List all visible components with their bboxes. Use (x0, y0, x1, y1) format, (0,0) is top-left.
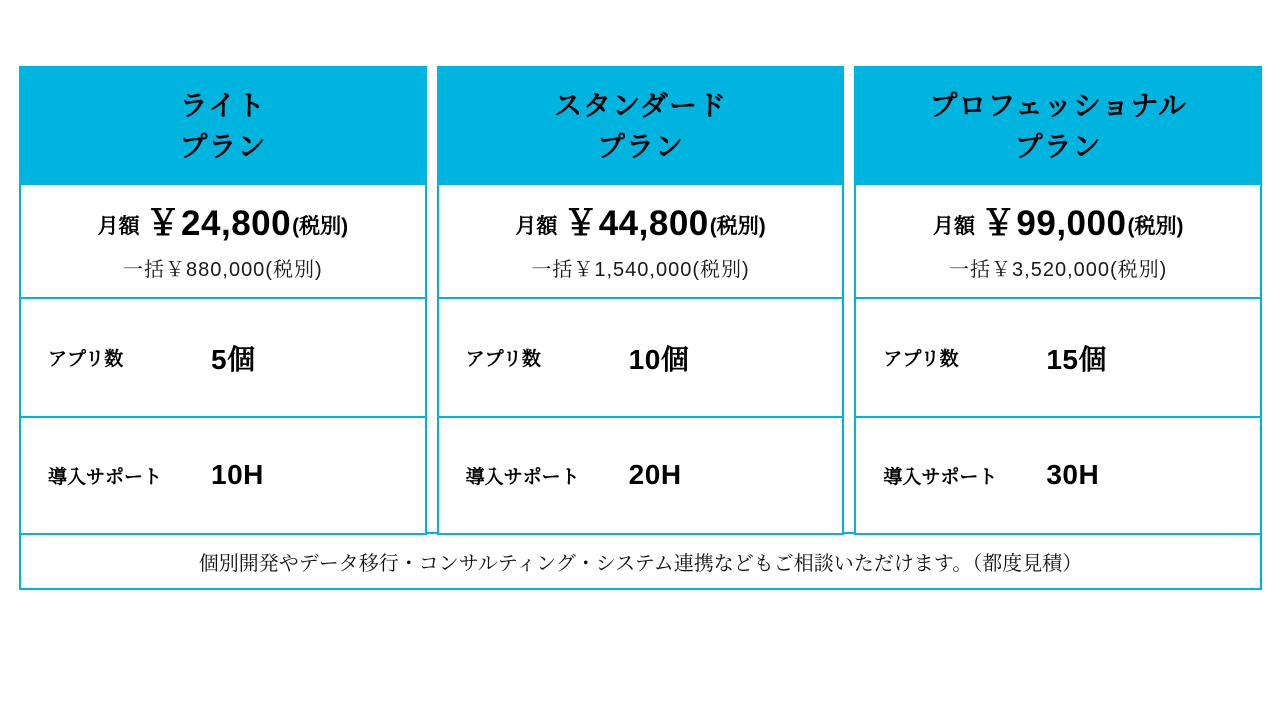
monthly-price-prefix: 月額 (97, 215, 140, 238)
plan-name-line1: スタンダード (554, 89, 727, 121)
plan-name-line1: プロフェッショナル (929, 89, 1187, 121)
plan-column-professional (854, 66, 1262, 535)
feature-label-support: 導入サポート (465, 466, 580, 488)
consultation-note-row (19, 532, 1262, 590)
plan-name-line1: ライト (179, 89, 266, 121)
monthly-price-tax-note: (税別) (709, 215, 766, 238)
feature-value-apps: 5個 (211, 343, 256, 375)
lump-sum-price: 一括￥880,000(税別) (123, 259, 323, 281)
plan-price-light (19, 183, 427, 300)
feature-label-support: 導入サポート (48, 466, 163, 488)
plan-columns (19, 66, 1262, 535)
feature-row-apps (19, 297, 427, 418)
plan-column-light (19, 66, 427, 535)
plan-header-professional (854, 66, 1262, 185)
feature-row-support (437, 416, 845, 535)
plan-name-line2: プラン (179, 130, 267, 162)
lump-sum-price: 一括￥3,520,000(税別) (949, 259, 1168, 281)
feature-row-apps (437, 297, 845, 418)
feature-label-support: 導入サポート (883, 466, 998, 488)
monthly-price-prefix: 月額 (515, 215, 558, 238)
feature-row-apps (854, 297, 1262, 418)
pricing-table (19, 66, 1262, 590)
plan-price-standard (437, 183, 845, 300)
monthly-price-amount: ￥44,800 (563, 204, 709, 243)
feature-label-apps: アプリ数 (48, 349, 124, 370)
consultation-note: 個別開発やデータ移行・コンサルティング・システム連携などもご相談いただけます。（都度見積） (198, 552, 1083, 575)
feature-label-apps: アプリ数 (883, 349, 959, 370)
plan-column-standard (437, 66, 845, 535)
plan-header-light (19, 66, 427, 185)
plan-name-line2: プラン (1014, 130, 1102, 162)
feature-value-support: 20H (628, 459, 682, 490)
plan-price-professional (854, 183, 1262, 300)
monthly-price (933, 204, 1184, 247)
feature-value-support: 10H (211, 459, 264, 490)
feature-label-apps: アプリ数 (465, 349, 541, 370)
monthly-price (98, 204, 349, 247)
monthly-price-amount: ￥24,800 (145, 204, 292, 243)
feature-row-support (19, 416, 427, 535)
monthly-price-tax-note: (税別) (292, 215, 349, 238)
monthly-price (515, 204, 766, 247)
feature-value-support: 30H (1046, 459, 1100, 490)
feature-value-apps: 10個 (628, 343, 690, 375)
lump-sum-price: 一括￥1,540,000(税別) (531, 259, 750, 281)
monthly-price-tax-note: (税別) (1127, 215, 1184, 238)
monthly-price-prefix: 月額 (932, 215, 975, 238)
monthly-price-amount: ￥99,000 (980, 204, 1127, 243)
plan-header-standard (437, 66, 845, 185)
feature-value-apps: 15個 (1046, 343, 1107, 375)
plan-name-line2: プラン (597, 130, 685, 162)
feature-row-support (854, 416, 1262, 535)
